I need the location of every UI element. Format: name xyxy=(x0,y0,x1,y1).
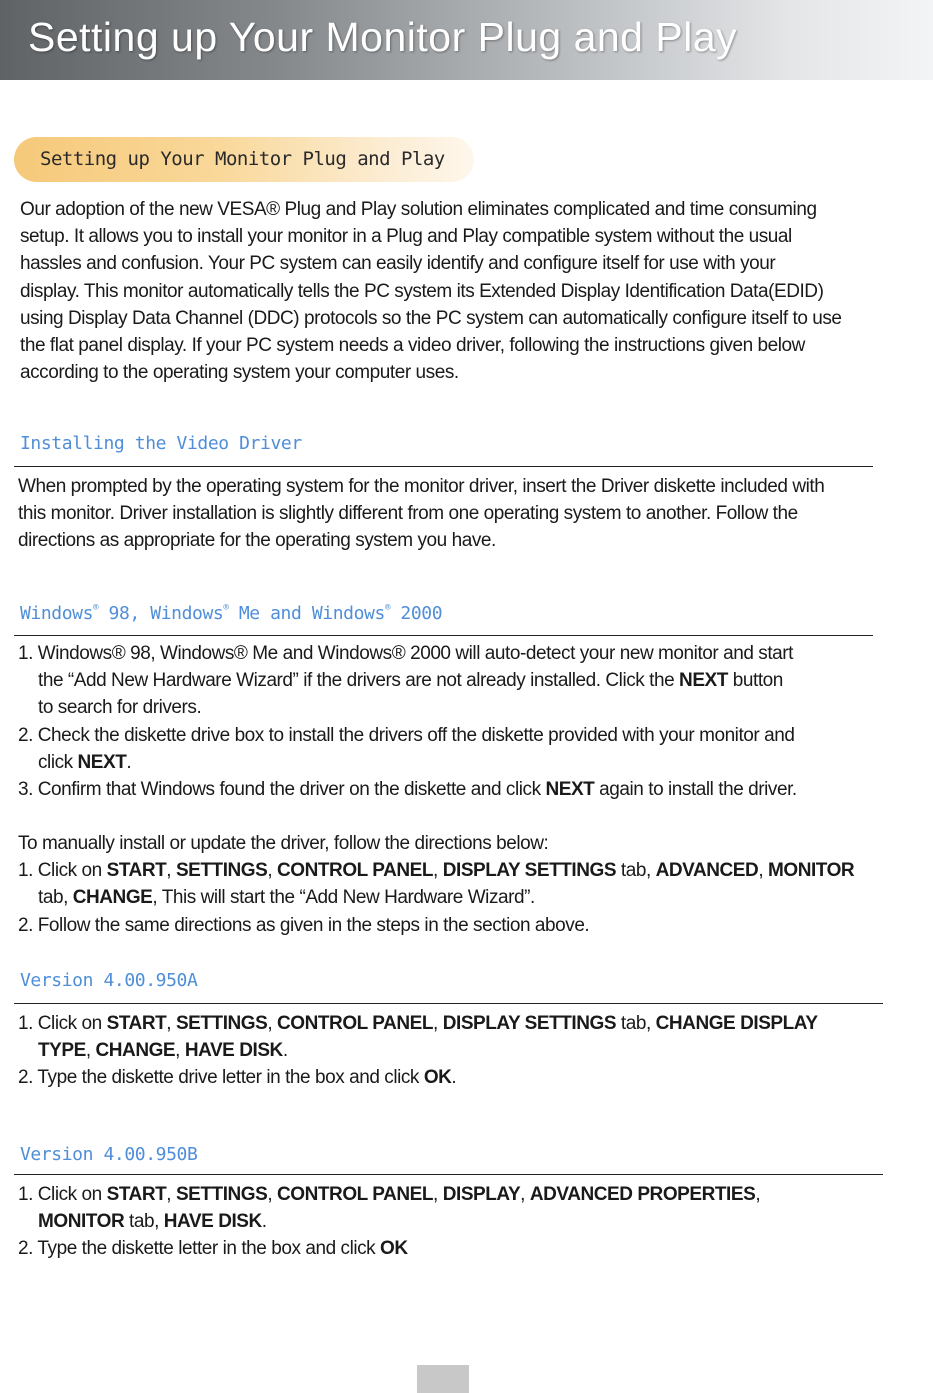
section-label-pill xyxy=(14,137,474,182)
step-2-line: click NEXT. xyxy=(38,751,132,773)
installing-paragraph xyxy=(18,473,824,555)
installing-heading: Installing the Video Driver xyxy=(20,433,302,454)
v950b-step-1: 1. Click on START, SETTINGS, CONTROL PANEL, DISPLAY, ADVANCED PROPERTIES, xyxy=(18,1184,761,1205)
v950b-step-2: 2. Type the diskette letter in the box and click OK xyxy=(18,1238,408,1260)
step-3-line: 3. Confirm that Windows found the driver on the diskette and click NEXT again to install the driver. xyxy=(18,779,797,801)
windows-heading: Windows® 98, Windows® Me and Windows® 2000 xyxy=(20,603,443,624)
intro-line: Our adoption of the new VESA® Plug and Play solution eliminates complicated and time consuming xyxy=(20,199,817,220)
v950a-step-2: 2. Type the diskette drive letter in the box and click OK. xyxy=(18,1067,457,1089)
page-number-box xyxy=(417,1365,469,1393)
intro-line: setup. It allows you to install your monitor in a Plug and Play compatible system without the usual xyxy=(20,226,792,248)
intro-line: using Display Data Channel (DDC) protocols so the PC system can automatically configure itself to use xyxy=(20,307,842,329)
intro-line: display. This monitor automatically tells the PC system its Extended Display Identification Data(EDID) xyxy=(20,280,824,302)
version-950a-steps xyxy=(18,1010,818,1092)
version-950b-heading: Version 4.00.950B xyxy=(20,1144,198,1165)
intro-line: hassles and confusion. Your PC system can easily identify and configure itself for use with your xyxy=(20,253,776,275)
banner-title: Setting up Your Monitor Plug and Play xyxy=(28,14,738,60)
step-2-line: 2. Check the diskette drive box to install the drivers off the diskette provided with your monitor and xyxy=(18,724,795,746)
title-banner xyxy=(0,0,933,80)
intro-line: the flat panel display. If your PC system needs a video driver, following the instructions given below xyxy=(20,335,805,357)
section-label: Setting up Your Monitor Plug and Play xyxy=(40,148,445,170)
installing-line: directions as appropriate for the operating system you have. xyxy=(18,530,496,552)
manual-step-1: 1. Click on START, SETTINGS, CONTROL PANEL, DISPLAY SETTINGS tab, ADVANCED, MONITOR xyxy=(18,860,855,882)
installing-line: this monitor. Driver installation is slightly different from one operating system to another. Follow the xyxy=(18,503,798,525)
step-1-line: to search for drivers. xyxy=(38,697,202,719)
section-divider xyxy=(14,466,873,467)
windows-steps xyxy=(18,640,797,803)
section-divider xyxy=(14,1174,883,1175)
v950a-step-1: TYPE, CHANGE, HAVE DISK. xyxy=(38,1040,288,1062)
intro-paragraph xyxy=(20,196,842,386)
v950b-step-1: MONITOR tab, HAVE DISK. xyxy=(38,1211,267,1233)
v950a-step-1: 1. Click on START, SETTINGS, CONTROL PANEL, DISPLAY SETTINGS tab, CHANGE DISPLAY xyxy=(18,1013,818,1034)
installing-line: When prompted by the operating system for the monitor driver, insert the Driver diskette included with xyxy=(18,476,825,497)
manual-step-1: tab, CHANGE, This will start the “Add New Hardware Wizard”. xyxy=(38,887,535,909)
version-950b-steps xyxy=(18,1181,760,1263)
manual-step-2: 2. Follow the same directions as given in the steps in the section above. xyxy=(18,914,590,936)
intro-line: according to the operating system your computer uses. xyxy=(20,362,459,384)
manual-install-steps xyxy=(18,830,854,939)
manual-intro: To manually install or update the driver, follow the directions below: xyxy=(18,833,549,854)
section-divider xyxy=(14,635,873,636)
version-950a-heading: Version 4.00.950A xyxy=(20,970,198,991)
section-divider xyxy=(14,1003,883,1004)
step-1-line: the “Add New Hardware Wizard” if the drivers are not already installed. Click the NEXT button xyxy=(38,670,783,692)
step-1-line: 1. Windows® 98, Windows® Me and Windows® 2000 will auto-detect your new monitor and start xyxy=(18,643,793,664)
